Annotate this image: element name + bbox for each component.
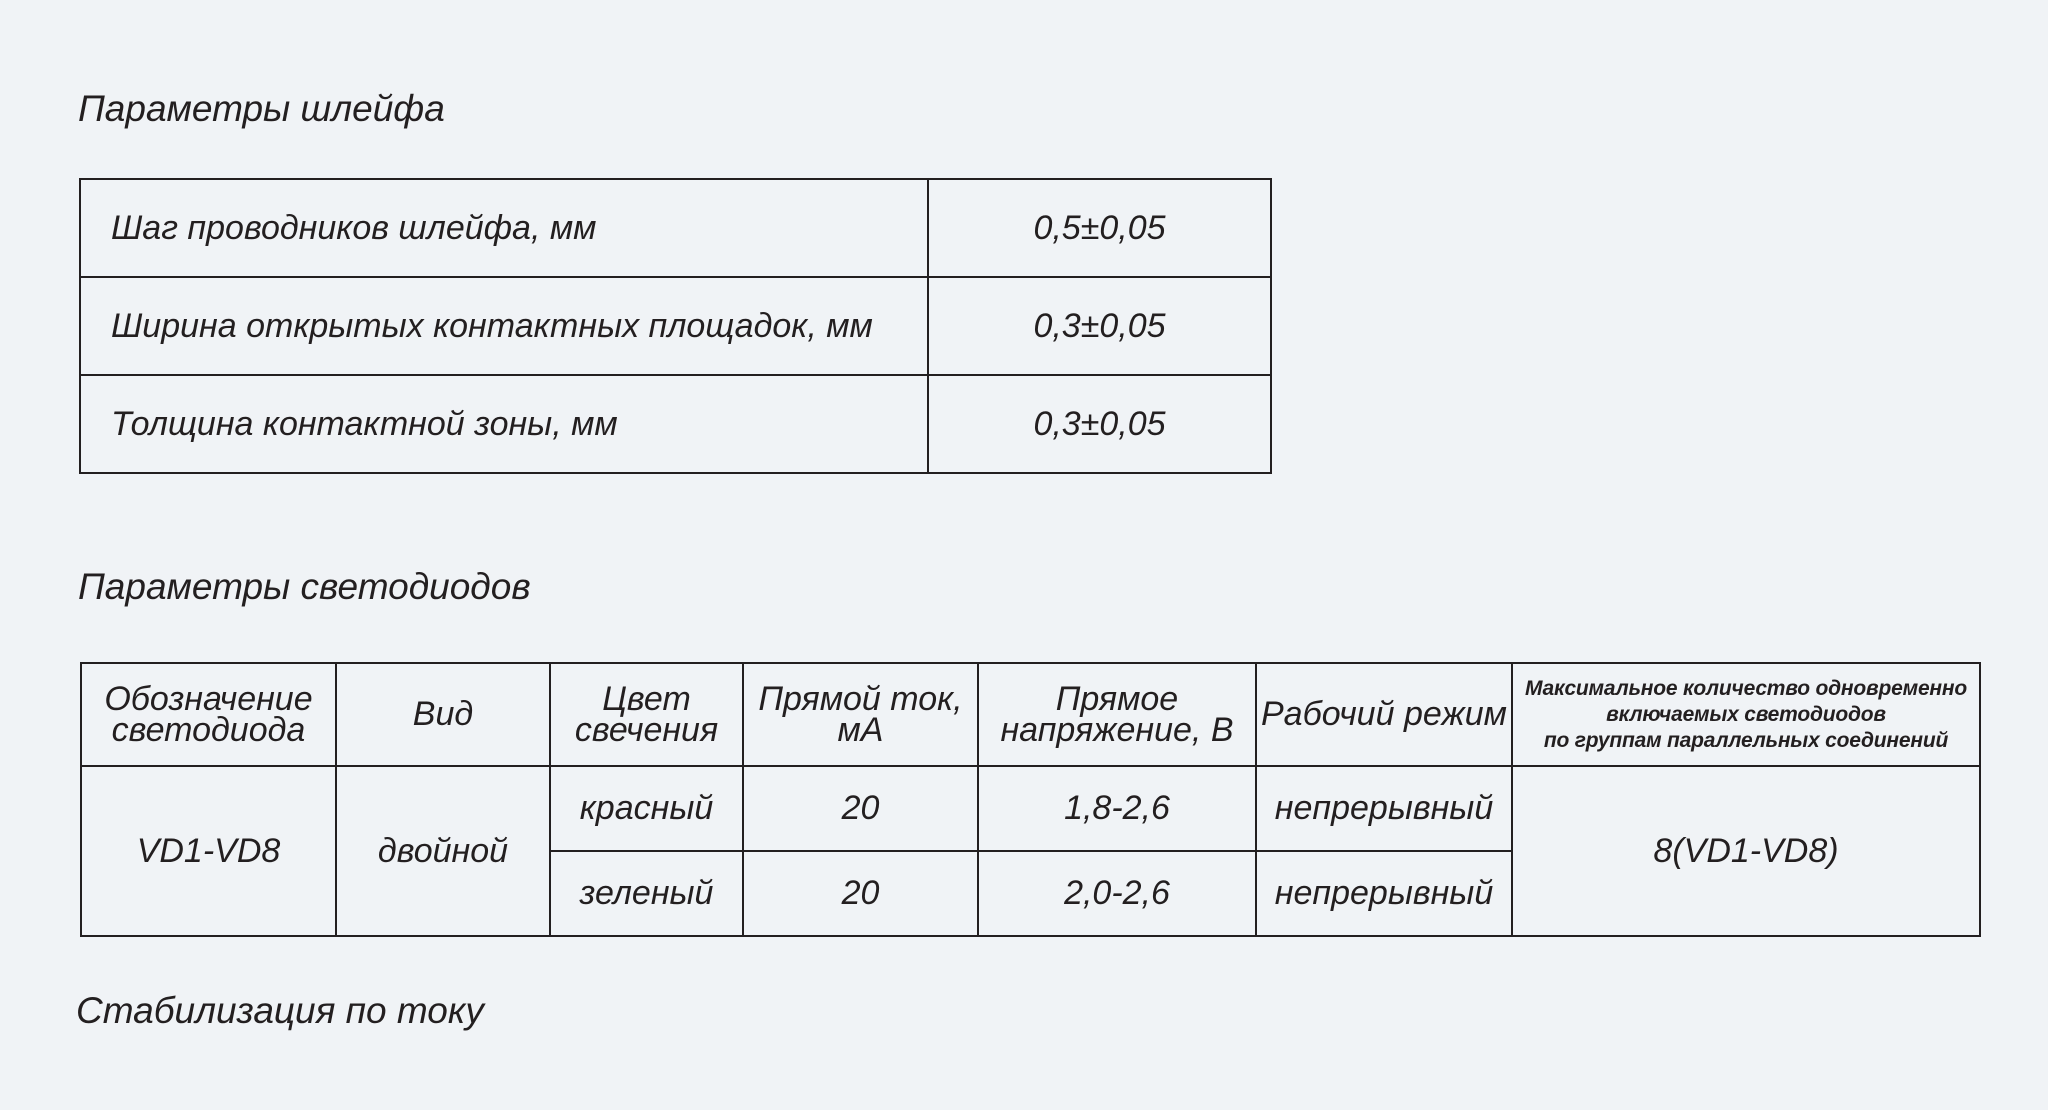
header-designation: Обозначение светодиода	[81, 663, 336, 766]
led-current: 20	[743, 851, 978, 936]
led-designation: VD1-VD8	[81, 766, 336, 936]
header-max-count	[1512, 663, 1980, 766]
param-value: 0,3±0,05	[928, 277, 1271, 375]
cable-params-title: Параметры шлейфа	[78, 88, 445, 129]
table-row	[80, 179, 1271, 277]
header-voltage: Прямое напряжение, В	[978, 663, 1256, 766]
header-mode: Рабочий режим	[1256, 663, 1512, 766]
led-params-title: Параметры светодиодов	[78, 566, 531, 607]
led-type: двойной	[336, 766, 550, 936]
table-header-row	[81, 663, 1980, 766]
header-max-count-line: по группам параллельных соединений	[1543, 728, 1949, 752]
led-color: зеленый	[550, 851, 743, 936]
param-name: Ширина открытых контактных площадок, мм	[80, 277, 928, 375]
led-mode: непрерывный	[1256, 766, 1512, 851]
table-row	[81, 766, 1980, 851]
led-color: красный	[550, 766, 743, 851]
param-name: Толщина контактной зоны, мм	[80, 375, 928, 473]
header-current: Прямой ток, мА	[743, 663, 978, 766]
table-row	[80, 375, 1271, 473]
param-value: 0,3±0,05	[928, 375, 1271, 473]
param-value: 0,5±0,05	[928, 179, 1271, 277]
stabilization-title: Стабилизация по току	[76, 990, 484, 1031]
led-max-count: 8(VD1-VD8)	[1512, 766, 1980, 936]
table-row	[80, 277, 1271, 375]
header-max-count-line: включаемых светодиодов	[1606, 702, 1886, 726]
led-current: 20	[743, 766, 978, 851]
led-mode: непрерывный	[1256, 851, 1512, 936]
header-max-count-line: Максимальное количество одновременно	[1524, 676, 1968, 700]
led-voltage: 1,8-2,6	[978, 766, 1256, 851]
led-voltage: 2,0-2,6	[978, 851, 1256, 936]
header-type: Вид	[336, 663, 550, 766]
param-name: Шаг проводников шлейфа, мм	[80, 179, 928, 277]
cable-params-table	[79, 178, 1272, 474]
header-color: Цвет свечения	[550, 663, 743, 766]
led-params-table	[80, 662, 1981, 937]
